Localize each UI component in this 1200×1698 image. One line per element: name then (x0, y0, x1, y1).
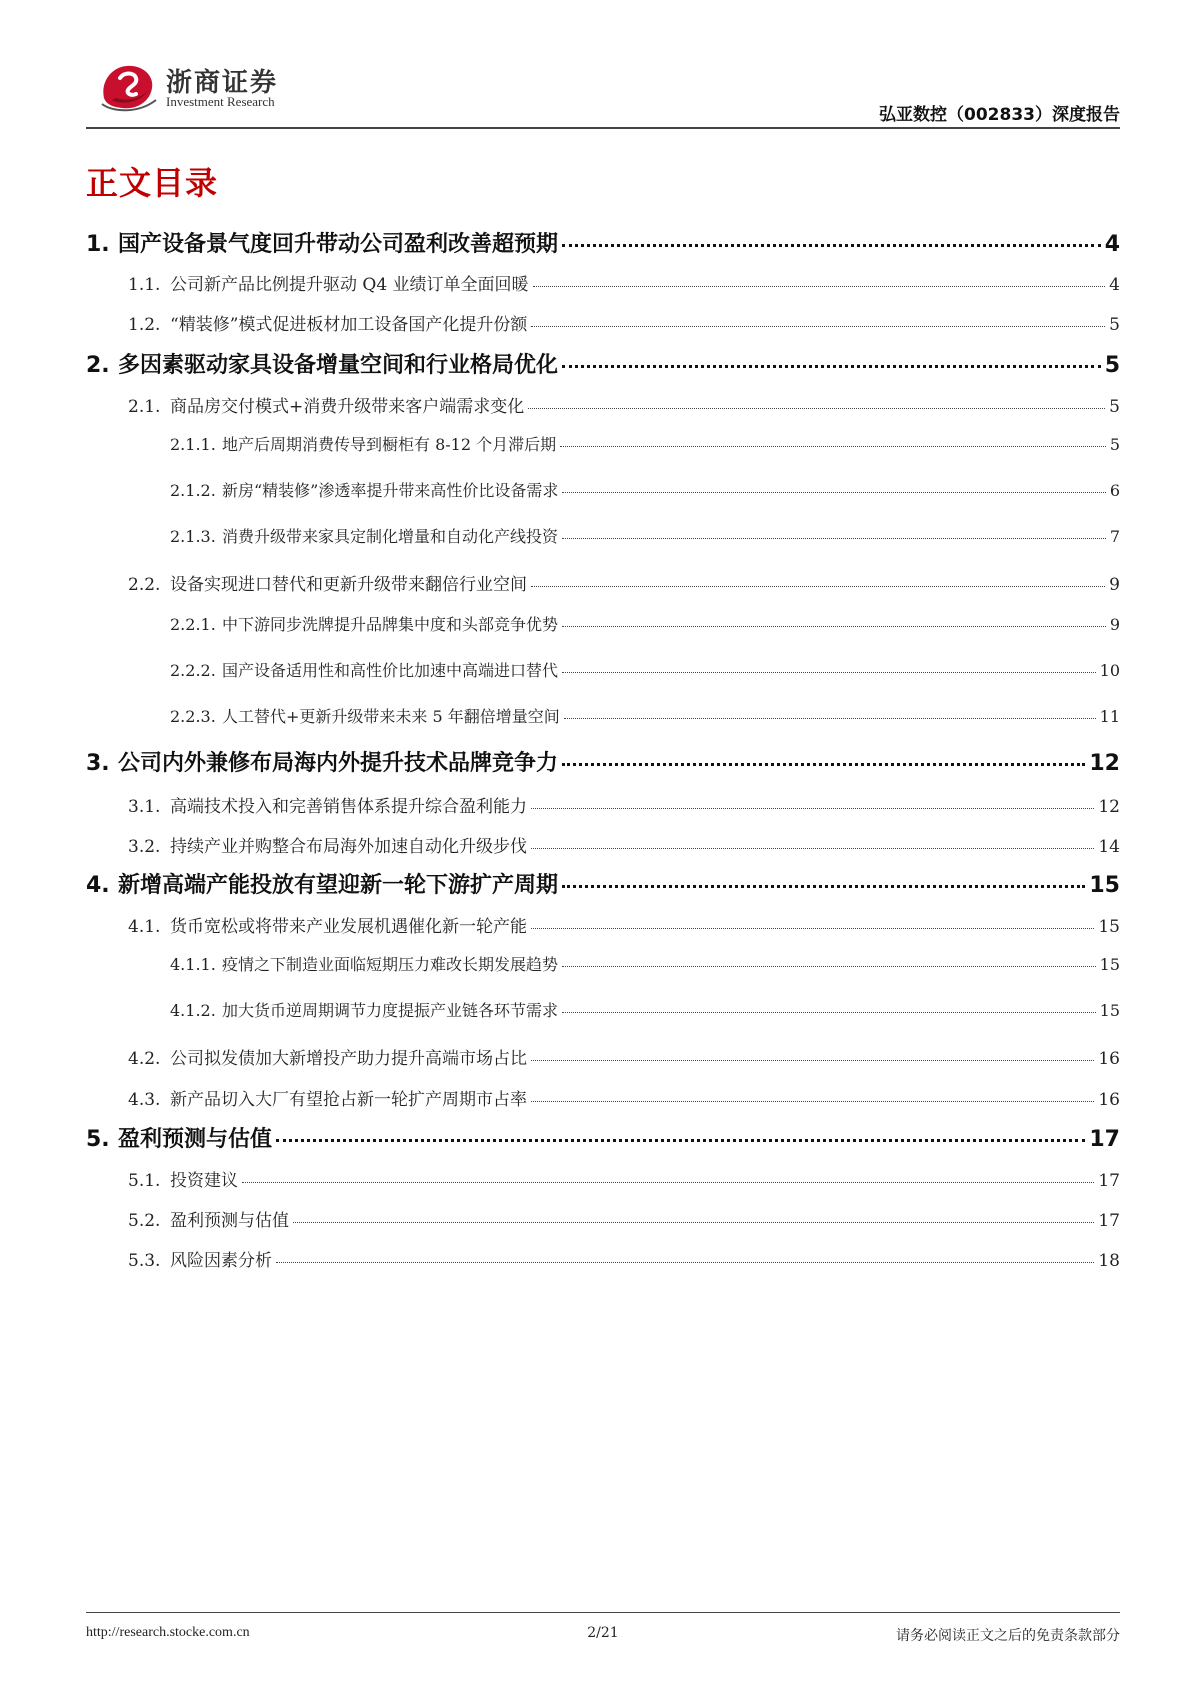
toc-title: 正文目录 (86, 164, 219, 202)
toc-entry-1-2[interactable]: 1.2. “精装修”模式促进板材加工设备国产化提升份额 5 (128, 315, 1120, 335)
toc-entry-4[interactable]: 4. 新增高端产能投放有望迎新一轮下游扩产周期 15 (86, 873, 1120, 898)
page-footer (86, 1612, 1120, 1653)
toc-entry-2-1[interactable]: 2.1. 商品房交付模式+消费升级带来客户端需求变化 5 (128, 397, 1120, 417)
toc-entry-4-1-2[interactable]: 4.1.2. 加大货币逆周期调节力度提振产业链各环节需求 15 (170, 1001, 1120, 1020)
toc-entry-2-1-2[interactable]: 2.1.2. 新房“精装修”渗透率提升带来高性价比设备需求 6 (170, 481, 1120, 500)
toc-entry-5-3[interactable]: 5.3. 风险因素分析 18 (128, 1251, 1120, 1271)
zheshang-logo-icon (98, 60, 160, 114)
toc-entry-2[interactable]: 2. 多因素驱动家具设备增量空间和行业格局优化 5 (86, 353, 1120, 378)
toc-entry-4-2[interactable]: 4.2. 公司拟发债加大新增投产助力提升高端市场占比 16 (128, 1049, 1120, 1069)
page-header (86, 52, 1120, 129)
toc-entry-5-1[interactable]: 5.1. 投资建议 17 (128, 1171, 1120, 1191)
footer-disclaimer: 请务必阅读正文之后的免责条款部分 (896, 1628, 1120, 1644)
toc-entry-1[interactable]: 1. 国产设备景气度回升带动公司盈利改善超预期 4 (86, 232, 1120, 257)
toc-entry-2-1-1[interactable]: 2.1.1. 地产后周期消费传导到橱柜有 8-12 个月滞后期 5 (170, 435, 1120, 454)
report-title: 弘亚数控（002833）深度报告 (879, 105, 1120, 125)
toc-entry-4-1[interactable]: 4.1. 货币宽松或将带来产业发展机遇催化新一轮产能 15 (128, 917, 1120, 937)
toc-entry-5-2[interactable]: 5.2. 盈利预测与估值 17 (128, 1211, 1120, 1231)
toc-entry-4-3[interactable]: 4.3. 新产品切入大厂有望抢占新一轮扩产周期市占率 16 (128, 1090, 1120, 1110)
toc-entry-3[interactable]: 3. 公司内外兼修布局海内外提升技术品牌竞争力 12 (86, 751, 1120, 776)
toc-entry-2-2-1[interactable]: 2.2.1. 中下游同步洗牌提升品牌集中度和头部竞争优势 9 (170, 615, 1120, 634)
toc-entry-2-2-3[interactable]: 2.2.3. 人工替代+更新升级带来未来 5 年翻倍增量空间 11 (170, 707, 1120, 726)
toc-entry-3-2[interactable]: 3.2. 持续产业并购整合布局海外加速自动化升级步伐 14 (128, 837, 1120, 857)
toc-entry-4-1-1[interactable]: 4.1.1. 疫情之下制造业面临短期压力难改长期发展趋势 15 (170, 955, 1120, 974)
toc-entry-2-1-3[interactable]: 2.1.3. 消费升级带来家具定制化增量和自动化产线投资 7 (170, 527, 1120, 546)
logo-english-name: Investment Research (166, 94, 275, 109)
logo-chinese-name: 浙商证券 (166, 68, 279, 98)
page-indicator: 2/21 (587, 1625, 619, 1641)
toc-entry-2-2-2[interactable]: 2.2.2. 国产设备适用性和高性价比加速中高端进口替代 10 (170, 661, 1120, 680)
toc-entry-1-1[interactable]: 1.1. 公司新产品比例提升驱动 Q4 业绩订单全面回暖 4 (128, 275, 1120, 295)
toc-entry-3-1[interactable]: 3.1. 高端技术投入和完善销售体系提升综合盈利能力 12 (128, 797, 1120, 817)
footer-url-link[interactable]: http://research.stocke.com.cn (86, 1625, 250, 1640)
toc-entry-2-2[interactable]: 2.2. 设备实现进口替代和更新升级带来翻倍行业空间 9 (128, 575, 1120, 595)
toc-entry-5[interactable]: 5. 盈利预测与估值 17 (86, 1127, 1120, 1152)
